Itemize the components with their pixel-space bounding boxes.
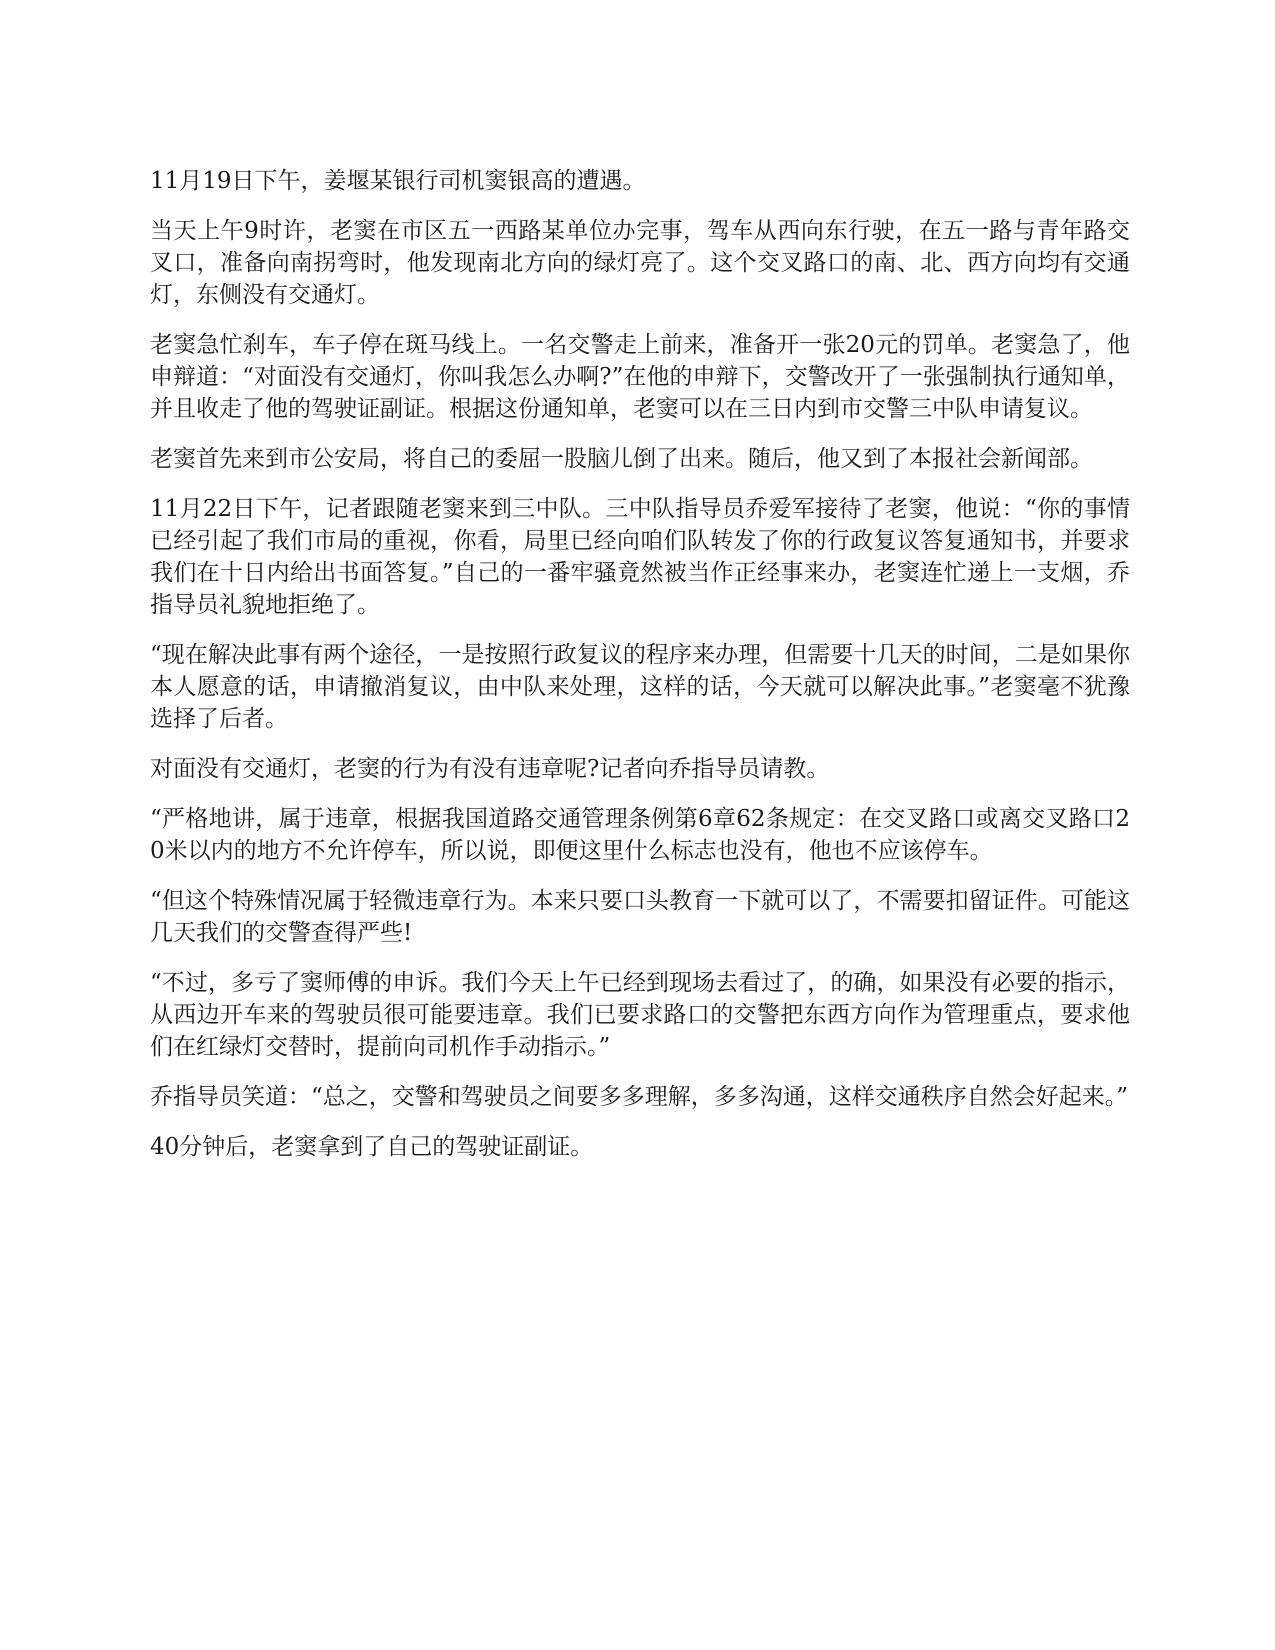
paragraph-10: “不过，多亏了窦师傅的申诉。我们今天上午已经到现场去看过了，的确，如果没有必要的指示，从西边开车来的驾驶员很可能要违章。我们已要求路口的交警把东西方向作为管理重点，要求他们在红绿灯交替时，提前向司机作手动指示。” bbox=[150, 970, 1130, 1060]
paragraph-12: 40分钟后，老窦拿到了自己的驾驶证副证。 bbox=[150, 1134, 594, 1160]
paragraph-2: 当天上午9时许，老窦在市区五一西路某单位办完事，驾车从西向东行驶，在五一路与青年路交叉口，准备向南拐弯时，他发现南北方向的绿灯亮了。这个交叉路口的南、北、西方向均有交通灯，东侧没有交通灯。 bbox=[150, 218, 1130, 308]
article-body bbox=[150, 165, 1130, 1181]
paragraph-6: “现在解决此事有两个途径，一是按照行政复议的程序来办理，但需要十几天的时间，二是如果你本人愿意的话，申请撤消复议，由中队来处理，这样的话，今天就可以解决此事。”老窦毫不犹豫选择了后者。 bbox=[150, 642, 1130, 732]
paragraph-9: “但这个特殊情况属于轻微违章行为。本来只要口头教育一下就可以了，不需要扣留证件。可能这几天我们的交警查得严些! bbox=[150, 888, 1130, 946]
paragraph-4: 老窦首先来到市公安局，将自己的委屈一股脑儿倒了出来。随后，他又到了本报社会新闻部。 bbox=[150, 446, 1093, 472]
paragraph-7: 对面没有交通灯，老窦的行为有没有违章呢?记者向乔指导员请教。 bbox=[150, 756, 830, 782]
paragraph-8: “严格地讲，属于违章，根据我国道路交通管理条例第6章62条规定：在交叉路口或离交叉路口20米以内的地方不允许停车，所以说，即便这里什么标志也没有，他也不应该停车。 bbox=[150, 806, 1130, 864]
paragraph-11: 乔指导员笑道：“总之，交警和驾驶员之间要多多理解，多多沟通，这样交通秩序自然会好起来。” bbox=[150, 1084, 1129, 1110]
paragraph-3: 老窦急忙刹车，车子停在斑马线上。一名交警走上前来，准备开一张20元的罚单。老窦急了，他申辩道：“对面没有交通灯，你叫我怎么办啊?”在他的申辩下，交警改开了一张强制执行通知单，并且收走了他的驾驶证副证。根据这份通知单，老窦可以在三日内到市交警三中队申请复议。 bbox=[150, 332, 1130, 422]
paragraph-5: 11月22日下午，记者跟随老窦来到三中队。三中队指导员乔爱军接待了老窦，他说：“你的事情已经引起了我们市局的重视，你看，局里已经向咱们队转发了你的行政复议答复通知书，并要求我们在十日内给出书面答复。”自己的一番牢骚竟然被当作正经事来办，老窦连忙递上一支烟，乔指导员礼貌地拒绝了。 bbox=[150, 496, 1130, 618]
paragraph-1: 11月19日下午，姜堰某银行司机窦银高的遭遇。 bbox=[150, 168, 646, 194]
